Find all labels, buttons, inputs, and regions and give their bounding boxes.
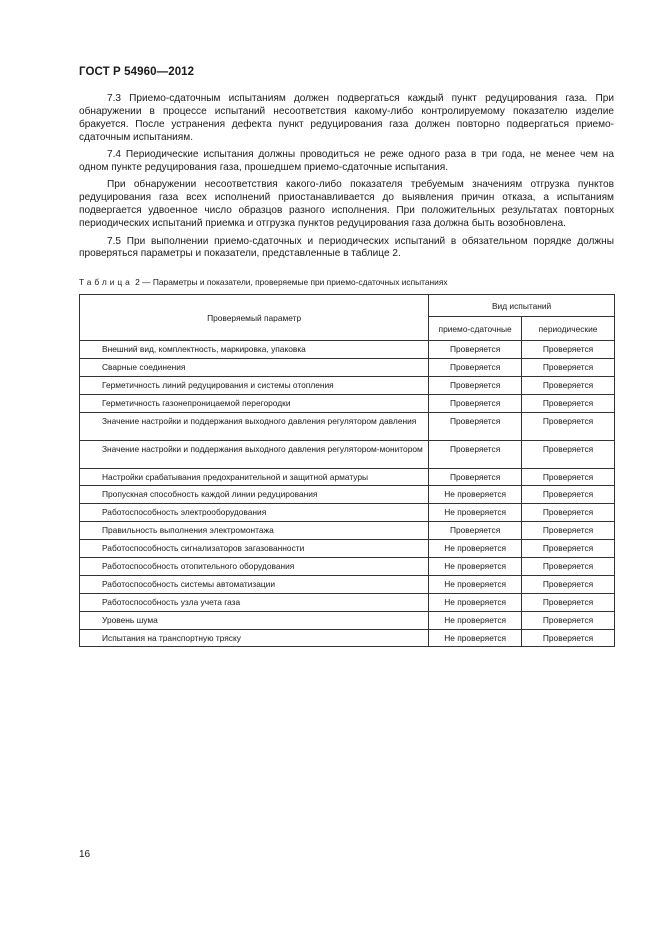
periodic-cell: Проверяется [522, 540, 615, 558]
periodic-cell: Проверяется [522, 522, 615, 540]
periodic-cell: Проверяется [522, 358, 615, 376]
periodic-cell: Проверяется [522, 486, 615, 504]
acceptance-cell: Проверяется [429, 376, 522, 394]
table-row [80, 358, 615, 376]
param-cell: Работоспособность узла учета газа [80, 593, 429, 611]
table-caption [79, 277, 448, 287]
table-row [80, 575, 615, 593]
table-caption-text: — Параметры и показатели, проверяемые при приемо-сдаточных испытаниях [139, 277, 448, 287]
periodic-cell: Проверяется [522, 468, 615, 486]
header-periodic: периодические [522, 317, 615, 341]
periodic-cell: Проверяется [522, 412, 615, 440]
acceptance-cell: Не проверяется [429, 558, 522, 576]
param-cell: Герметичность линий редуцирования и системы отопления [80, 376, 429, 394]
paragraph-7-4-continued: При обнаружении несоответствия какого-либо показателя требуемым значениям отгрузка пунктов редуцирования газа всех исполнений приостанавливается до выявления причин отказа, а испытаниям подвергается удвоенное число образцов разного исполнения. При положительных результатах повторных периодических испытаний приемка и отгрузка пунктов редуцирования газа должна быть возобновлена. [79, 179, 614, 230]
body-text [79, 93, 614, 266]
periodic-cell: Проверяется [522, 504, 615, 522]
table-row [80, 558, 615, 576]
table-row [80, 341, 615, 359]
document-header: ГОСТ Р 54960—2012 [79, 66, 195, 78]
param-cell: Работоспособность электрооборудования [80, 504, 429, 522]
table-caption-label: Таблица [79, 277, 133, 287]
acceptance-cell: Не проверяется [429, 629, 522, 647]
table-row [80, 394, 615, 412]
param-cell: Работоспособность системы автоматизации [80, 575, 429, 593]
param-cell: Сварные соединения [80, 358, 429, 376]
periodic-cell: Проверяется [522, 558, 615, 576]
acceptance-cell: Проверяется [429, 440, 522, 468]
acceptance-cell: Не проверяется [429, 486, 522, 504]
header-group: Вид испытаний [429, 295, 615, 317]
periodic-cell: Проверяется [522, 341, 615, 359]
table-row [80, 593, 615, 611]
header-param: Проверяемый параметр [80, 295, 429, 341]
table-row [80, 611, 615, 629]
param-cell: Пропускная способность каждой линии редуцирования [80, 486, 429, 504]
table-row [80, 376, 615, 394]
periodic-cell: Проверяется [522, 440, 615, 468]
table-row [80, 468, 615, 486]
acceptance-cell: Проверяется [429, 394, 522, 412]
param-cell: Уровень шума [80, 611, 429, 629]
acceptance-cell: Проверяется [429, 522, 522, 540]
table-row [80, 440, 615, 468]
page-number: 16 [79, 849, 91, 860]
param-cell: Работоспособность сигнализаторов загазованности [80, 540, 429, 558]
param-cell: Испытания на транспортную тряску [80, 629, 429, 647]
acceptance-cell: Не проверяется [429, 611, 522, 629]
periodic-cell: Проверяется [522, 593, 615, 611]
param-cell: Работоспособность отопительного оборудования [80, 558, 429, 576]
param-cell: Значение настройки и поддержания выходного давления регулятором давления [80, 412, 429, 440]
paragraph-7-5: 7.5 При выполнении приемо-сдаточных и периодических испытаний в обязательном порядке должны проверяться параметры и показатели, представленные в таблице 2. [79, 235, 614, 260]
periodic-cell: Проверяется [522, 629, 615, 647]
table-row [80, 522, 615, 540]
acceptance-cell: Не проверяется [429, 504, 522, 522]
parameters-table [79, 294, 615, 647]
acceptance-cell: Проверяется [429, 358, 522, 376]
acceptance-cell: Не проверяется [429, 575, 522, 593]
table-caption-number: 2 [135, 277, 140, 287]
table-row [80, 486, 615, 504]
paragraph-7-3: 7.3 Приемо-сдаточным испытаниям должен подвергаться каждый пункт редуцирования газа. При обнаружении в процессе испытаний несоответствия какому-либо контролируемому показателю изделие бракуется. После устранения дефекта пункт редуцирования газа должен повторно подвергаться приемо-сдаточным испытаниям. [79, 93, 614, 143]
acceptance-cell: Проверяется [429, 341, 522, 359]
table-row [80, 540, 615, 558]
periodic-cell: Проверяется [522, 394, 615, 412]
header-acceptance: приемо-сдаточные [429, 317, 522, 341]
param-cell: Настройки срабатывания предохранительной и защитной арматуры [80, 468, 429, 486]
table-row [80, 504, 615, 522]
param-cell: Внешний вид, комплектность, маркировка, упаковка [80, 341, 429, 359]
periodic-cell: Проверяется [522, 376, 615, 394]
acceptance-cell: Не проверяется [429, 540, 522, 558]
param-cell: Значение настройки и поддержания выходного давления регулятором-монитором [80, 440, 429, 468]
acceptance-cell: Проверяется [429, 468, 522, 486]
periodic-cell: Проверяется [522, 611, 615, 629]
param-cell: Герметичность газонепроницаемой перегородки [80, 394, 429, 412]
table-row [80, 629, 615, 647]
paragraph-7-4: 7.4 Периодические испытания должны проводиться не реже одного раза в три года, не менее чем на одном пункте редуцирования газа, прошедшем приемо-сдаточные испытания. [79, 149, 614, 174]
acceptance-cell: Проверяется [429, 412, 522, 440]
table-row [80, 412, 615, 440]
table-body [80, 341, 615, 647]
periodic-cell: Проверяется [522, 575, 615, 593]
param-cell: Правильность выполнения электромонтажа [80, 522, 429, 540]
acceptance-cell: Не проверяется [429, 593, 522, 611]
